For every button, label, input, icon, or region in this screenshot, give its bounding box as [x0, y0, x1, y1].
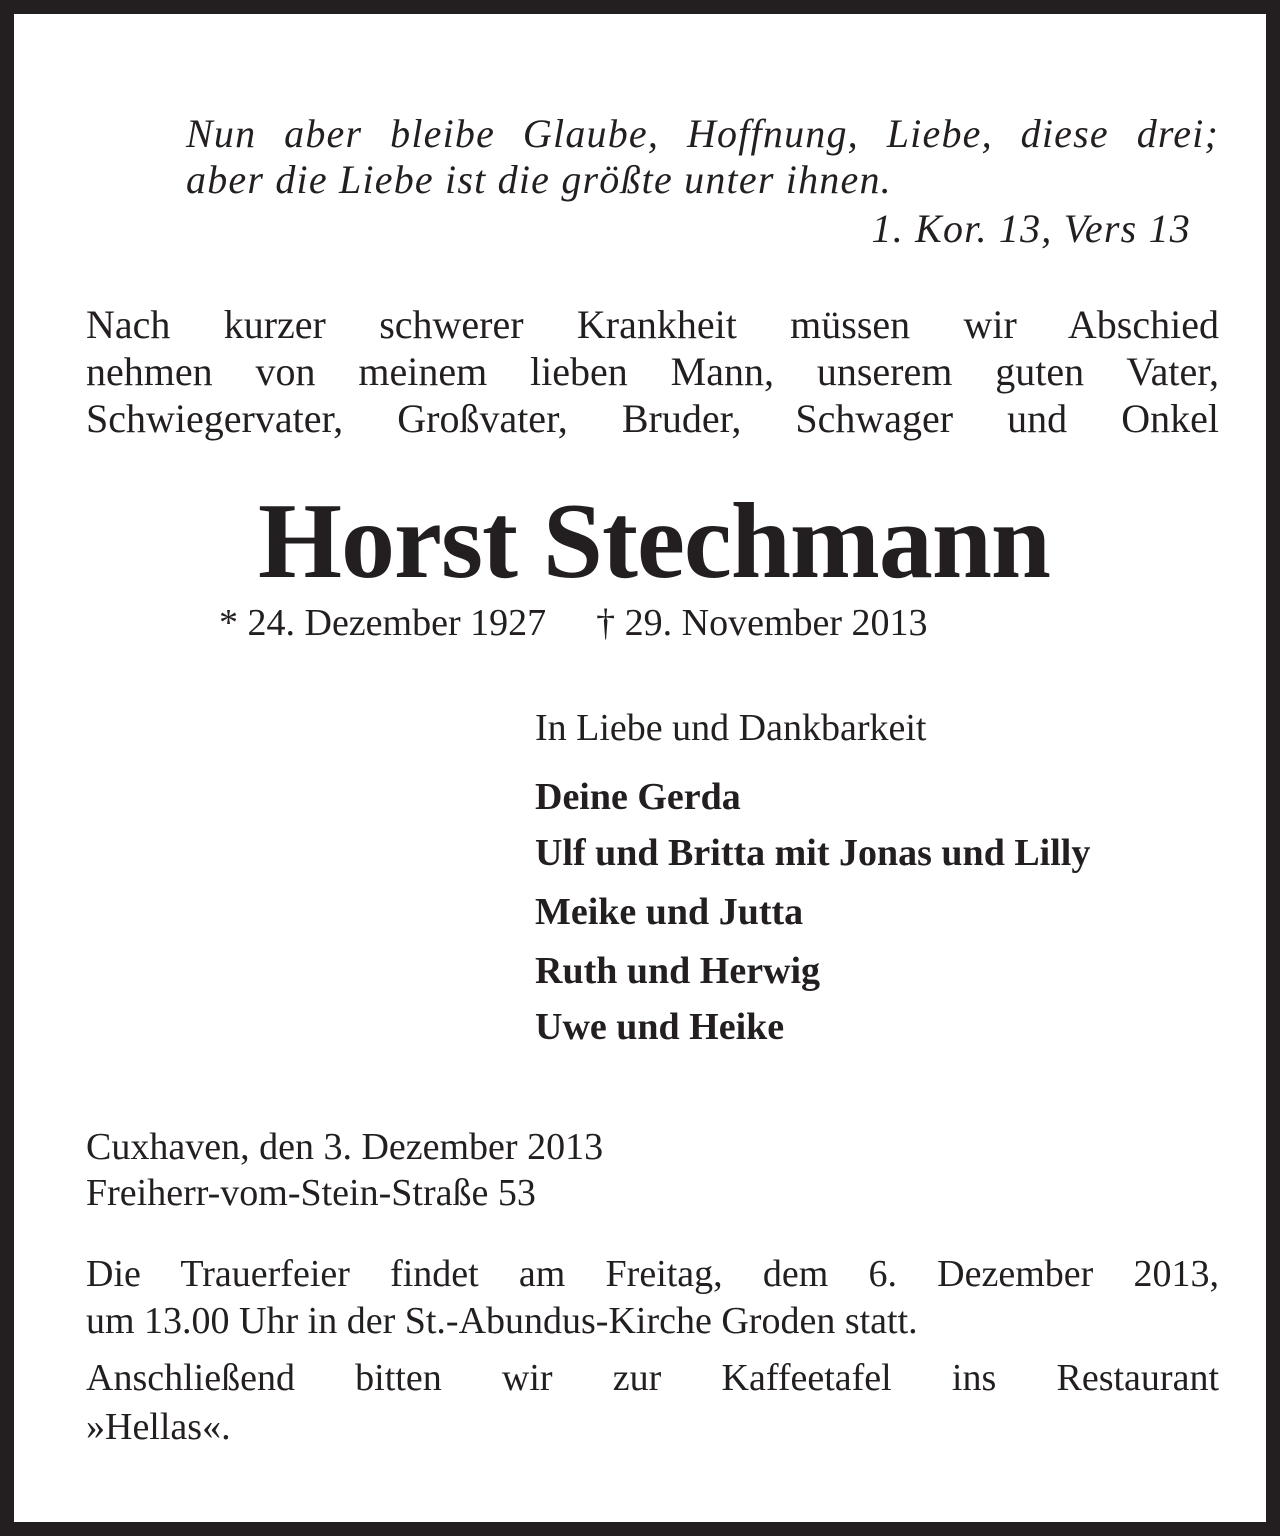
- mourner-name: Meike und Jutta: [535, 891, 804, 933]
- mourner-name: Deine Gerda: [535, 776, 741, 818]
- address: Freiherr-vom-Stein-Straße 53: [86, 1172, 536, 1214]
- reception-info-line-1: Anschließend bitten wir zur Kaffeetafel ins Restaurant: [86, 1357, 1219, 1399]
- intro-text-line-1: Nach kurzer schwerer Krankheit müssen wir Abschied: [86, 302, 1219, 347]
- deceased-name: Horst Stechmann: [258, 482, 1050, 601]
- death-date: † 29. November 2013: [596, 602, 928, 644]
- bible-verse-line-1: Nun aber bleibe Glaube, Hoffnung, Liebe, diese drei;: [186, 111, 1219, 156]
- intro-text-line-2: nehmen von meinem lieben Mann, unserem guten Vater,: [86, 349, 1219, 394]
- life-dates: [219, 601, 928, 645]
- funeral-info-line-2: um 13.00 Uhr in der St.-Abundus-Kirche Groden statt.: [86, 1300, 918, 1342]
- place-and-date: Cuxhaven, den 3. Dezember 2013: [86, 1126, 604, 1168]
- mourner-name: Ulf und Britta mit Jonas und Lilly: [535, 832, 1091, 874]
- reception-info-line-2: »Hellas«.: [86, 1406, 231, 1448]
- bible-verse-line-2: aber die Liebe ist die größte unter ihnen.: [186, 157, 892, 202]
- bible-verse-reference: 1. Kor. 13, Vers 13: [871, 206, 1191, 251]
- funeral-info-line-1: Die Trauerfeier findet am Freitag, dem 6. Dezember 2013,: [86, 1253, 1219, 1295]
- mourners-intro: In Liebe und Dankbarkeit: [535, 707, 927, 749]
- mourner-name: Uwe und Heike: [535, 1006, 785, 1048]
- mourner-name: Ruth und Herwig: [535, 950, 821, 992]
- intro-text-line-3: Schwiegervater, Großvater, Bruder, Schwager und Onkel: [86, 396, 1219, 441]
- birth-date: * 24. Dezember 1927: [219, 602, 547, 644]
